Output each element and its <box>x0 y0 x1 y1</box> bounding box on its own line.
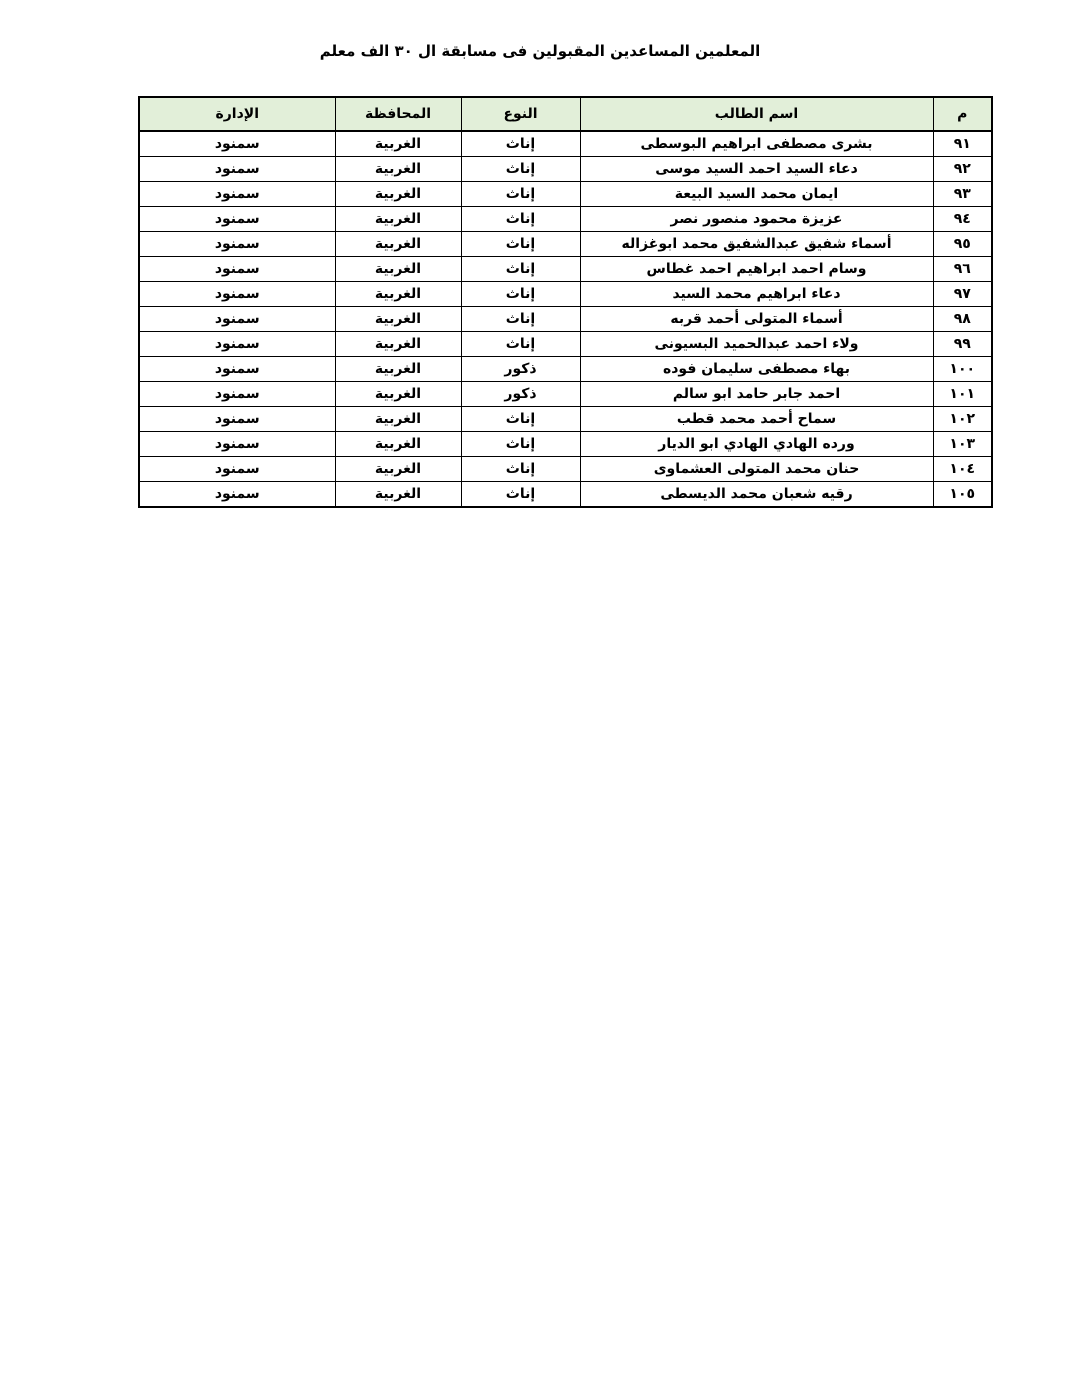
cell-administration: سمنود <box>139 131 335 157</box>
cell-governorate: الغربية <box>335 207 461 232</box>
cell-student-name: ورده الهادي الهادي ابو الديار <box>580 432 933 457</box>
cell-student-name: دعاء ابراهيم محمد السيد <box>580 282 933 307</box>
table-row <box>139 157 992 182</box>
cell-student-name: بهاء مصطفى سليمان فوده <box>580 357 933 382</box>
cell-num: ١٠٤ <box>933 457 992 482</box>
table-row <box>139 482 992 508</box>
table-row <box>139 307 992 332</box>
cell-governorate: الغربية <box>335 182 461 207</box>
cell-gender: إناث <box>461 131 580 157</box>
table-row <box>139 382 992 407</box>
cell-administration: سمنود <box>139 457 335 482</box>
accepted-teachers-table <box>138 96 993 508</box>
cell-num: ١٠١ <box>933 382 992 407</box>
cell-gender: إناث <box>461 407 580 432</box>
cell-student-name: وسام احمد ابراهيم احمد غطاس <box>580 257 933 282</box>
cell-student-name: حنان محمد المتولى العشماوى <box>580 457 933 482</box>
cell-governorate: الغربية <box>335 157 461 182</box>
table-row <box>139 332 992 357</box>
cell-gender: إناث <box>461 307 580 332</box>
cell-gender: ذكور <box>461 357 580 382</box>
cell-administration: سمنود <box>139 407 335 432</box>
cell-administration: سمنود <box>139 332 335 357</box>
cell-num: ١٠٠ <box>933 357 992 382</box>
cell-gender: ذكور <box>461 382 580 407</box>
table-row <box>139 407 992 432</box>
cell-student-name: أسماء المتولى أحمد قربه <box>580 307 933 332</box>
cell-governorate: الغربية <box>335 407 461 432</box>
cell-num: ١٠٣ <box>933 432 992 457</box>
cell-student-name: ايمان محمد السيد البيعة <box>580 182 933 207</box>
cell-num: ٩٩ <box>933 332 992 357</box>
column-header-num: م <box>933 97 992 131</box>
table-header-row <box>139 97 992 131</box>
table-row <box>139 182 992 207</box>
cell-governorate: الغربية <box>335 307 461 332</box>
cell-gender: إناث <box>461 282 580 307</box>
cell-administration: سمنود <box>139 257 335 282</box>
table-row <box>139 357 992 382</box>
cell-administration: سمنود <box>139 307 335 332</box>
table-body <box>139 131 992 507</box>
cell-governorate: الغربية <box>335 282 461 307</box>
cell-administration: سمنود <box>139 282 335 307</box>
cell-num: ٩١ <box>933 131 992 157</box>
cell-administration: سمنود <box>139 357 335 382</box>
cell-governorate: الغربية <box>335 257 461 282</box>
table-row <box>139 457 992 482</box>
cell-governorate: الغربية <box>335 482 461 508</box>
cell-num: ١٠٥ <box>933 482 992 508</box>
cell-student-name: احمد جابر حامد ابو سالم <box>580 382 933 407</box>
cell-gender: إناث <box>461 232 580 257</box>
cell-governorate: الغربية <box>335 432 461 457</box>
cell-administration: سمنود <box>139 157 335 182</box>
cell-governorate: الغربية <box>335 382 461 407</box>
cell-student-name: سماح أحمد محمد قطب <box>580 407 933 432</box>
cell-governorate: الغربية <box>335 232 461 257</box>
table-row <box>139 432 992 457</box>
cell-administration: سمنود <box>139 482 335 508</box>
column-header-governorate: المحافظة <box>335 97 461 131</box>
cell-gender: إناث <box>461 182 580 207</box>
cell-administration: سمنود <box>139 382 335 407</box>
cell-governorate: الغربية <box>335 332 461 357</box>
cell-administration: سمنود <box>139 432 335 457</box>
cell-administration: سمنود <box>139 182 335 207</box>
cell-gender: إناث <box>461 157 580 182</box>
cell-student-name: دعاء السيد احمد السيد موسى <box>580 157 933 182</box>
column-header-name: اسم الطالب <box>580 97 933 131</box>
column-header-gender: النوع <box>461 97 580 131</box>
cell-governorate: الغربية <box>335 131 461 157</box>
cell-gender: إناث <box>461 457 580 482</box>
table-row <box>139 282 992 307</box>
cell-num: ٩٧ <box>933 282 992 307</box>
cell-student-name: بشرى مصطفى ابراهيم البوسطى <box>580 131 933 157</box>
cell-gender: إناث <box>461 207 580 232</box>
cell-student-name: عزيزة محمود منصور نصر <box>580 207 933 232</box>
cell-num: ٩٨ <box>933 307 992 332</box>
cell-governorate: الغربية <box>335 357 461 382</box>
cell-num: ١٠٢ <box>933 407 992 432</box>
table-row <box>139 131 992 157</box>
column-header-administration: الإدارة <box>139 97 335 131</box>
cell-gender: إناث <box>461 482 580 508</box>
table-row <box>139 232 992 257</box>
cell-governorate: الغربية <box>335 457 461 482</box>
cell-gender: إناث <box>461 432 580 457</box>
table-row <box>139 207 992 232</box>
cell-gender: إناث <box>461 257 580 282</box>
cell-num: ٩٢ <box>933 157 992 182</box>
table-row <box>139 257 992 282</box>
cell-num: ٩٤ <box>933 207 992 232</box>
cell-gender: إناث <box>461 332 580 357</box>
cell-num: ٩٥ <box>933 232 992 257</box>
cell-administration: سمنود <box>139 232 335 257</box>
cell-num: ٩٦ <box>933 257 992 282</box>
cell-student-name: رقيه شعبان محمد الديسطى <box>580 482 933 508</box>
cell-administration: سمنود <box>139 207 335 232</box>
cell-student-name: أسماء شفيق عبدالشفيق محمد ابوغزاله <box>580 232 933 257</box>
page-title: المعلمين المساعدين المقبولين فى مسابقة ال ٣٠ الف معلم <box>319 42 761 60</box>
cell-num: ٩٣ <box>933 182 992 207</box>
cell-student-name: ولاء احمد عبدالحميد البسيونى <box>580 332 933 357</box>
